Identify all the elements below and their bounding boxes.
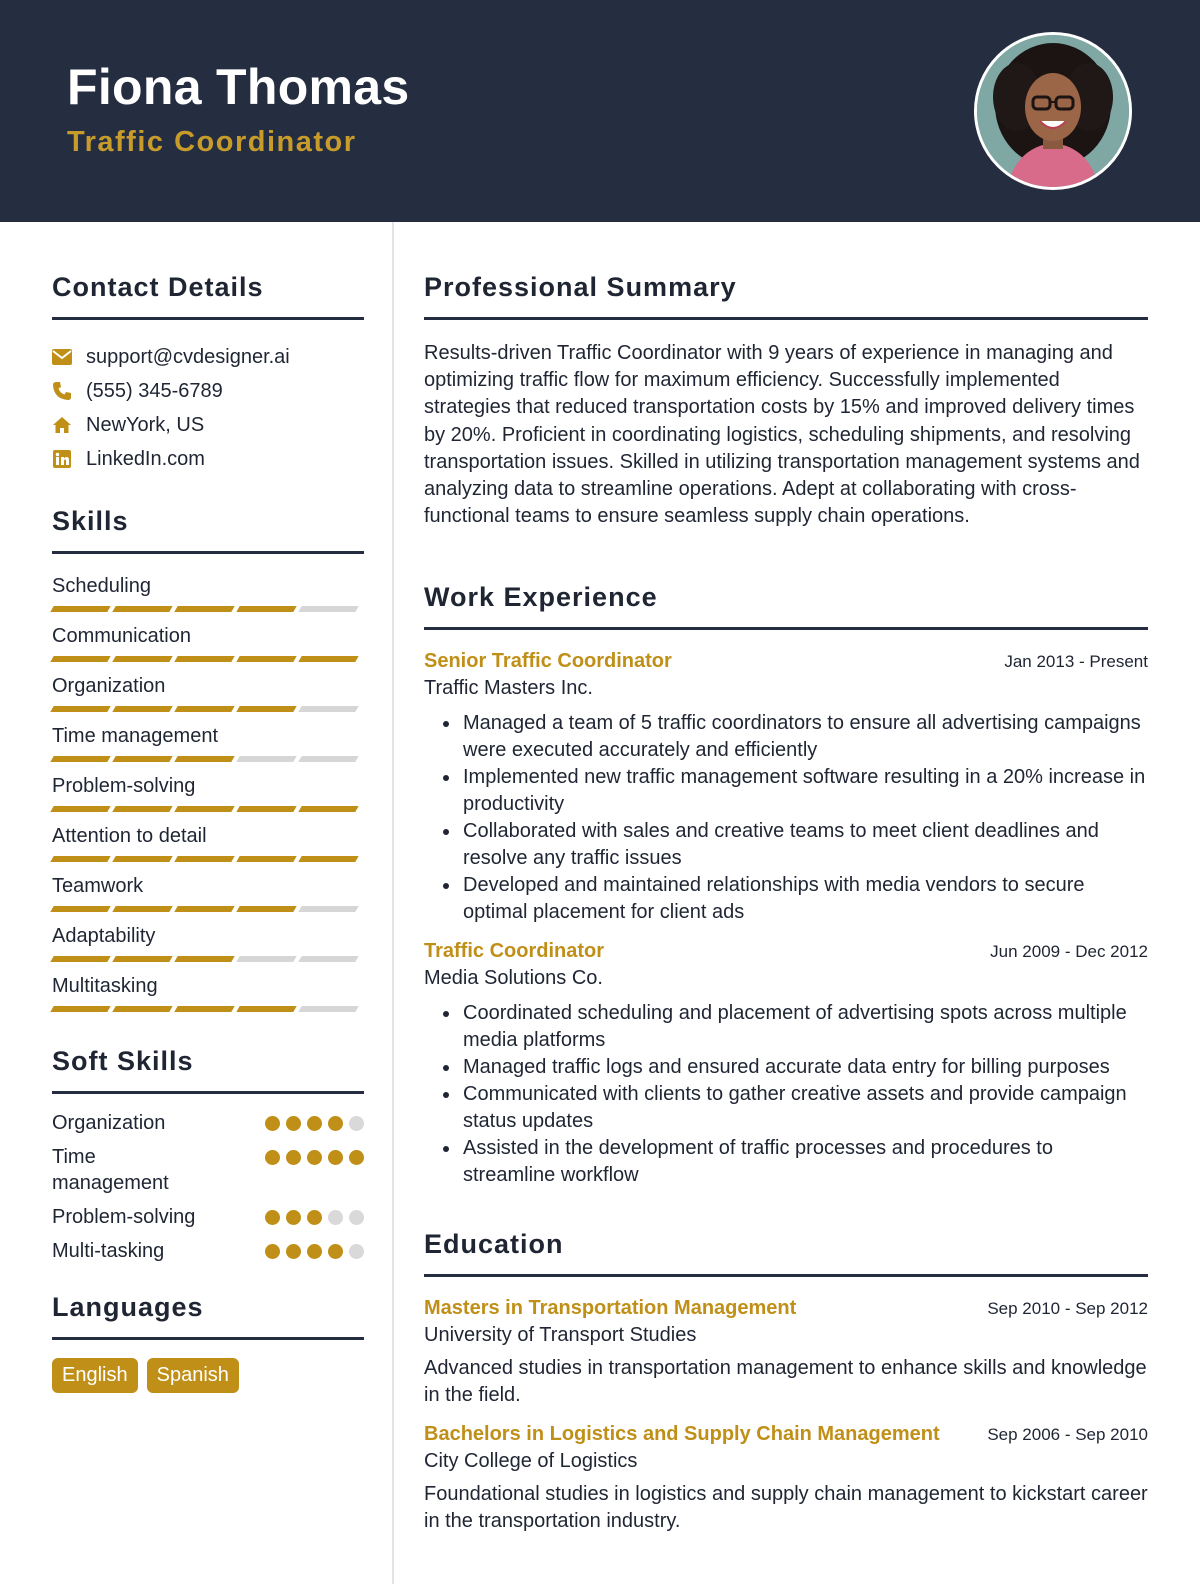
skill-segment-empty bbox=[236, 956, 296, 962]
skill-segment-filled bbox=[50, 756, 110, 762]
job-entry bbox=[424, 650, 1148, 926]
soft-skill-item bbox=[52, 1144, 364, 1196]
soft-skill-rating bbox=[265, 1116, 364, 1131]
language-tag: English bbox=[52, 1358, 138, 1393]
skill-name: Teamwork bbox=[52, 875, 144, 897]
skill-segment-filled bbox=[174, 606, 234, 612]
rating-dot-empty bbox=[349, 1116, 364, 1131]
skill-segment-filled bbox=[112, 756, 172, 762]
skill-item bbox=[52, 872, 364, 922]
job-dates: Jun 2009 - Dec 2012 bbox=[990, 942, 1148, 962]
contact-section bbox=[52, 272, 364, 476]
header-banner bbox=[0, 0, 1200, 222]
skill-item bbox=[52, 972, 364, 1022]
languages-heading: Languages bbox=[52, 1292, 364, 1340]
skill-segment-filled bbox=[50, 606, 110, 612]
skill-segment-filled bbox=[174, 806, 234, 812]
rating-dot-filled bbox=[286, 1116, 301, 1131]
soft-skills-section bbox=[52, 1046, 364, 1264]
skill-name: Attention to detail bbox=[52, 825, 207, 847]
contact-item-linkedin[interactable] bbox=[52, 442, 364, 476]
skill-item bbox=[52, 622, 364, 672]
rating-dot-filled bbox=[307, 1244, 322, 1259]
skill-segment-filled bbox=[298, 656, 358, 662]
skill-segment-filled bbox=[50, 1006, 110, 1012]
skill-segment-filled bbox=[112, 656, 172, 662]
skill-segment-filled bbox=[298, 856, 358, 862]
rating-dot-filled bbox=[307, 1150, 322, 1165]
skill-segment-filled bbox=[50, 806, 110, 812]
skill-segment-filled bbox=[236, 806, 296, 812]
contact-heading: Contact Details bbox=[52, 272, 364, 320]
skill-segment-filled bbox=[112, 906, 172, 912]
job-header bbox=[424, 940, 1148, 963]
contact-location: NewYork, US bbox=[86, 413, 205, 436]
experience-heading: Work Experience bbox=[424, 582, 1148, 630]
job-bullet: • Managed traffic logs and ensured accurate data entry for billing purposes bbox=[461, 1054, 1148, 1081]
job-bullet: • Collaborated with sales and creative teams to meet client deadlines and resolve any traffic issues bbox=[461, 818, 1148, 872]
job-bullet: • Implemented new traffic management software resulting in a 20% increase in productivity bbox=[461, 764, 1148, 818]
rating-dot-empty bbox=[349, 1244, 364, 1259]
contact-item-email[interactable] bbox=[52, 340, 364, 374]
skill-segment-empty bbox=[298, 956, 358, 962]
skill-level-bar bbox=[52, 1006, 364, 1012]
education-header bbox=[424, 1297, 1148, 1320]
skill-segment-filled bbox=[236, 856, 296, 862]
summary-heading: Professional Summary bbox=[424, 272, 1148, 320]
skills-section bbox=[52, 506, 364, 1022]
skill-segment-filled bbox=[50, 656, 110, 662]
envelope-icon bbox=[52, 347, 72, 367]
rating-dot-filled bbox=[307, 1210, 322, 1225]
education-description: Advanced studies in transportation management to enhance skills and knowledge in the field. bbox=[424, 1357, 1147, 1407]
skill-segment-filled bbox=[236, 606, 296, 612]
job-bullet: • Developed and maintained relationships with media vendors to secure optimal placement for client ads bbox=[461, 872, 1148, 926]
soft-skill-name: Time management bbox=[52, 1146, 169, 1194]
skill-item bbox=[52, 922, 364, 972]
skill-item bbox=[52, 822, 364, 872]
skill-level-bar bbox=[52, 956, 364, 962]
degree-title: Bachelors in Logistics and Supply Chain Management bbox=[424, 1423, 940, 1446]
profile-photo bbox=[974, 32, 1132, 190]
experience-section bbox=[424, 582, 1148, 1189]
school-name: City College of Logistics bbox=[424, 1450, 638, 1473]
job-company: Media Solutions Co. bbox=[424, 967, 603, 990]
soft-skill-item bbox=[52, 1204, 364, 1230]
candidate-name: Fiona Thomas bbox=[67, 59, 410, 115]
rating-dot-empty bbox=[349, 1210, 364, 1225]
soft-skill-rating bbox=[265, 1244, 364, 1259]
job-role: Traffic Coordinator bbox=[424, 940, 605, 963]
skill-segment-filled bbox=[112, 1006, 172, 1012]
skill-level-bar bbox=[52, 806, 364, 812]
rating-dot-filled bbox=[265, 1210, 280, 1225]
skill-segment-filled bbox=[112, 606, 172, 612]
skill-name: Communication bbox=[52, 625, 191, 647]
skill-segment-filled bbox=[174, 656, 234, 662]
job-header bbox=[424, 650, 1148, 673]
skill-segment-filled bbox=[50, 906, 110, 912]
job-bullet: • Coordinated scheduling and placement of advertising spots across multiple media platforms bbox=[461, 1000, 1148, 1054]
skill-level-bar bbox=[52, 856, 364, 862]
skill-segment-filled bbox=[236, 656, 296, 662]
skill-item bbox=[52, 772, 364, 822]
skill-item bbox=[52, 672, 364, 722]
contact-linkedin: LinkedIn.com bbox=[86, 447, 205, 470]
skill-name: Multitasking bbox=[52, 975, 158, 997]
job-bullet: • Communicated with clients to gather creative assets and provide campaign status updates bbox=[461, 1081, 1148, 1135]
skill-item bbox=[52, 572, 364, 622]
skill-name: Scheduling bbox=[52, 575, 151, 597]
skill-segment-filled bbox=[174, 906, 234, 912]
rating-dot-filled bbox=[286, 1210, 301, 1225]
job-bullet: • Assisted in the development of traffic processes and procedures to streamline workflow bbox=[461, 1135, 1148, 1189]
skill-segment-filled bbox=[174, 706, 234, 712]
skill-segment-empty bbox=[298, 606, 358, 612]
skill-segment-filled bbox=[174, 1006, 234, 1012]
skill-segment-empty bbox=[298, 906, 358, 912]
education-description: Foundational studies in logistics and supply chain management to kickstart career in the transportation industry. bbox=[424, 1483, 1148, 1533]
soft-skill-name: Multi-tasking bbox=[52, 1240, 165, 1262]
languages-section bbox=[52, 1292, 364, 1393]
skill-item bbox=[52, 722, 364, 772]
rating-dot-filled bbox=[349, 1150, 364, 1165]
school-name: University of Transport Studies bbox=[424, 1324, 697, 1347]
rating-dot-filled bbox=[328, 1244, 343, 1259]
contact-item-location bbox=[52, 408, 364, 442]
home-icon bbox=[52, 415, 72, 435]
degree-title: Masters in Transportation Management bbox=[424, 1297, 797, 1320]
skills-heading: Skills bbox=[52, 506, 364, 554]
language-tags bbox=[52, 1358, 364, 1393]
skill-segment-empty bbox=[236, 756, 296, 762]
summary-text: Results-driven Traffic Coordinator with 9 years of experience in managing and optimizing traffic flow for maximum efficiency. Successfully implemented strategies that reduced transportation costs by 15% and improved delivery times by 20%. Proficient in coordinating logistics, scheduling shipments, and resolving transportation issues. Skilled in utilizing transportation management systems and analyzing data to streamline operations. Adept at collaborating with cross-functional teams to ensure seamless supply chain operations. bbox=[424, 342, 1140, 528]
skill-segment-filled bbox=[112, 956, 172, 962]
summary-section bbox=[424, 272, 1148, 530]
education-heading: Education bbox=[424, 1229, 1148, 1277]
skill-segment-filled bbox=[236, 1006, 296, 1012]
skill-segment-filled bbox=[298, 806, 358, 812]
rating-dot-filled bbox=[286, 1150, 301, 1165]
education-entry bbox=[424, 1423, 1148, 1535]
job-bullet: • Managed a team of 5 traffic coordinators to ensure all advertising campaigns were executed accurately and efficiently bbox=[461, 710, 1148, 764]
skill-segment-filled bbox=[174, 856, 234, 862]
skill-segment-filled bbox=[112, 706, 172, 712]
job-entry bbox=[424, 940, 1148, 1189]
skill-segment-filled bbox=[112, 856, 172, 862]
rating-dot-filled bbox=[286, 1244, 301, 1259]
language-tag: Spanish bbox=[147, 1358, 239, 1393]
job-company: Traffic Masters Inc. bbox=[424, 677, 593, 700]
contact-item-phone[interactable] bbox=[52, 374, 364, 408]
skill-segment-filled bbox=[112, 806, 172, 812]
education-header bbox=[424, 1423, 1148, 1446]
contact-list bbox=[52, 340, 364, 476]
skill-level-bar bbox=[52, 756, 364, 762]
rating-dot-filled bbox=[265, 1150, 280, 1165]
skill-name: Organization bbox=[52, 675, 166, 697]
skill-segment-filled bbox=[174, 956, 234, 962]
skill-segment-filled bbox=[50, 706, 110, 712]
education-dates: Sep 2006 - Sep 2010 bbox=[987, 1425, 1148, 1445]
skills-list bbox=[52, 572, 364, 1022]
job-dates: Jan 2013 - Present bbox=[1004, 652, 1148, 672]
skill-level-bar bbox=[52, 656, 364, 662]
soft-skill-rating bbox=[265, 1210, 364, 1225]
soft-skill-item bbox=[52, 1110, 364, 1136]
soft-skill-name: Organization bbox=[52, 1112, 166, 1134]
skill-name: Adaptability bbox=[52, 925, 156, 947]
skill-level-bar bbox=[52, 906, 364, 912]
soft-skill-rating bbox=[265, 1150, 364, 1165]
phone-icon bbox=[52, 381, 72, 401]
left-column bbox=[52, 222, 364, 1393]
soft-skill-name: Problem-solving bbox=[52, 1206, 196, 1228]
linkedin-icon bbox=[52, 449, 72, 469]
soft-skills-list bbox=[52, 1110, 364, 1264]
rating-dot-filled bbox=[328, 1150, 343, 1165]
skill-segment-filled bbox=[174, 756, 234, 762]
contact-email: support@cvdesigner.ai bbox=[86, 345, 290, 368]
column-divider bbox=[392, 222, 394, 1584]
skill-segment-empty bbox=[298, 756, 358, 762]
skill-segment-filled bbox=[236, 906, 296, 912]
soft-skills-heading: Soft Skills bbox=[52, 1046, 364, 1094]
skill-segment-filled bbox=[236, 706, 296, 712]
rating-dot-filled bbox=[328, 1116, 343, 1131]
job-bullets bbox=[424, 710, 1148, 926]
education-entry bbox=[424, 1297, 1148, 1409]
skill-segment-filled bbox=[50, 956, 110, 962]
job-role: Senior Traffic Coordinator bbox=[424, 650, 672, 673]
job-bullets bbox=[424, 1000, 1148, 1189]
rating-dot-empty bbox=[328, 1210, 343, 1225]
skill-name: Time management bbox=[52, 725, 218, 747]
soft-skill-item bbox=[52, 1238, 364, 1264]
skill-segment-empty bbox=[298, 706, 358, 712]
skill-segment-filled bbox=[50, 856, 110, 862]
contact-phone: (555) 345-6789 bbox=[86, 379, 223, 402]
skill-level-bar bbox=[52, 606, 364, 612]
education-dates: Sep 2010 - Sep 2012 bbox=[987, 1299, 1148, 1319]
education-section bbox=[424, 1229, 1148, 1535]
right-column bbox=[424, 222, 1148, 1535]
skill-level-bar bbox=[52, 706, 364, 712]
rating-dot-filled bbox=[265, 1116, 280, 1131]
skill-segment-empty bbox=[298, 1006, 358, 1012]
job-title: Traffic Coordinator bbox=[67, 126, 357, 158]
rating-dot-filled bbox=[307, 1116, 322, 1131]
skill-name: Problem-solving bbox=[52, 775, 196, 797]
rating-dot-filled bbox=[265, 1244, 280, 1259]
